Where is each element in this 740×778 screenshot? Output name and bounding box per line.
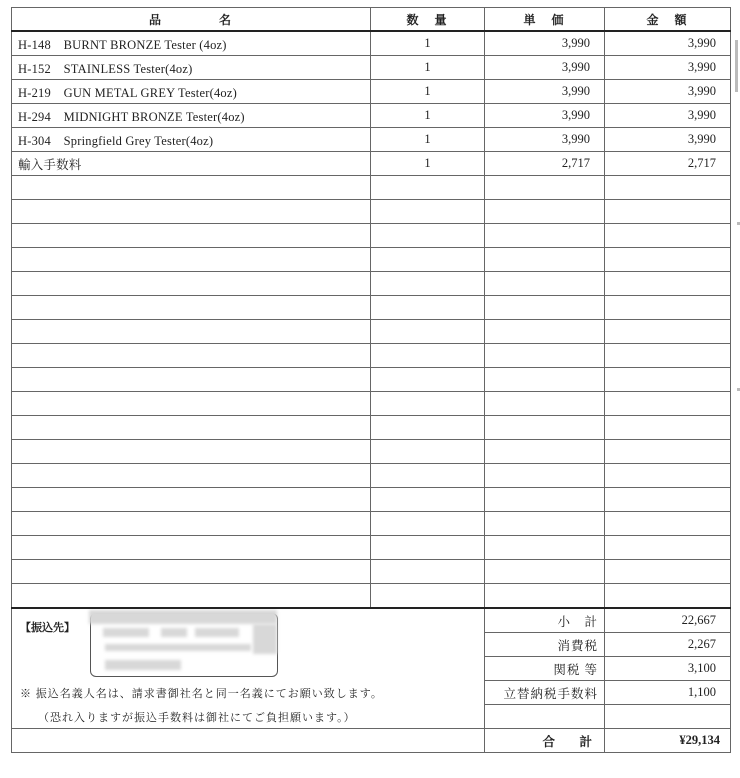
item-amount: 2,717 [605,152,731,176]
blank-cell [12,368,371,392]
header-amount: 金 額 [605,8,731,32]
blank-cell [12,392,371,416]
blank-cell [605,224,731,248]
blank-row [12,416,731,440]
blank-cell [605,536,731,560]
item-amount: 3,990 [605,80,731,104]
header-item: 品 名 [12,8,371,32]
header-unit-price: 単 価 [485,8,605,32]
blank-cell [12,560,371,584]
blank-row [12,512,731,536]
blank-row [12,584,731,609]
blank-cell [12,320,371,344]
blank-cell [371,560,485,584]
total-empty-cell [12,729,485,753]
item-qty: 1 [371,128,485,152]
item-name: H-152 STAINLESS Tester(4oz) [12,56,371,80]
blank-cell [12,464,371,488]
blank-cell [605,488,731,512]
blank-row [12,296,731,320]
transfer-note-1: ※ 振込名義人名は、請求書御社名と同一名義にてお願い致します。 [20,688,383,700]
blank-cell [605,320,731,344]
blank-row [12,536,731,560]
item-qty: 1 [371,31,485,56]
tax-label: 消費税 [485,633,605,657]
total-row [12,729,731,753]
item-name: H-148 BURNT BRONZE Tester (4oz) [12,31,371,56]
blank-row [12,344,731,368]
blank-cell [371,440,485,464]
item-name: H-294 MIDNIGHT BRONZE Tester(4oz) [12,104,371,128]
bank-info [12,608,485,729]
blank-row [12,440,731,464]
customs-value: 3,100 [605,657,731,681]
blank-cell [485,176,605,200]
blank-cell [371,200,485,224]
summary-empty-cell [605,705,731,729]
blank-cell [12,440,371,464]
blank-cell [485,512,605,536]
blank-cell [485,272,605,296]
blank-row [12,392,731,416]
blank-cell [371,248,485,272]
item-qty: 1 [371,80,485,104]
blank-cell [12,344,371,368]
blank-cell [12,272,371,296]
blank-cell [605,464,731,488]
blank-cell [605,200,731,224]
blank-cell [485,392,605,416]
total-label: 合 計 [485,729,605,753]
item-unit-price: 2,717 [485,152,605,176]
blank-row [12,272,731,296]
summary-row-subtotal [12,608,731,633]
blank-cell [485,344,605,368]
blank-row [12,560,731,584]
blank-cell [485,320,605,344]
blank-row [12,176,731,200]
blank-cell [371,272,485,296]
item-unit-price: 3,990 [485,128,605,152]
blank-cell [605,392,731,416]
line-item [12,31,731,56]
blank-cell [371,392,485,416]
blank-cell [371,488,485,512]
blank-cell [12,416,371,440]
line-item [12,128,731,152]
advance-fee-label: 立替納税手数料 [485,681,605,705]
blank-cell [485,200,605,224]
blank-cell [371,584,485,609]
blank-cell [371,176,485,200]
blank-cell [371,296,485,320]
item-unit-price: 3,990 [485,56,605,80]
total-value: ¥29,134 [605,729,731,753]
tax-value: 2,267 [605,633,731,657]
blank-cell [605,416,731,440]
bank-label: 【振込先】 [20,622,75,634]
item-amount: 3,990 [605,56,731,80]
item-qty: 1 [371,152,485,176]
blank-cell [605,584,731,609]
blank-cell [485,248,605,272]
blank-cell [605,272,731,296]
item-unit-price: 3,990 [485,104,605,128]
blank-cell [12,488,371,512]
blank-cell [485,416,605,440]
blank-cell [605,176,731,200]
blank-cell [12,224,371,248]
blank-cell [12,200,371,224]
blank-cell [12,584,371,609]
item-unit-price: 3,990 [485,31,605,56]
blank-row [12,248,731,272]
blank-row [12,320,731,344]
blank-cell [371,368,485,392]
blank-cell [605,440,731,464]
line-item [12,152,731,176]
line-item [12,80,731,104]
blank-cell [12,176,371,200]
blank-cell [485,488,605,512]
item-name: 輸入手数料 [12,152,371,176]
blank-cell [371,320,485,344]
item-name: H-219 GUN METAL GREY Tester(4oz) [12,80,371,104]
blank-cell [485,368,605,392]
blank-cell [371,344,485,368]
bank-account-redacted [90,613,278,677]
blank-cell [485,440,605,464]
invoice-table [11,7,731,753]
subtotal-value: 22,667 [605,608,731,633]
transfer-note-2: （恐れ入りますが振込手数料は御社にてご負担願います。） [38,712,356,724]
item-name: H-304 Springfield Grey Tester(4oz) [12,128,371,152]
summary-empty-cell [485,705,605,729]
header-qty: 数 量 [371,8,485,32]
item-amount: 3,990 [605,104,731,128]
blank-cell [485,296,605,320]
blank-cell [12,296,371,320]
blank-cell [371,464,485,488]
line-item [12,56,731,80]
blank-cell [485,584,605,609]
blank-cell [12,512,371,536]
subtotal-label: 小 計 [485,608,605,633]
blank-cell [485,560,605,584]
customs-label: 関税 等 [485,657,605,681]
blank-cell [605,560,731,584]
blank-row [12,200,731,224]
blank-cell [371,224,485,248]
blank-cell [12,536,371,560]
blank-cell [605,344,731,368]
item-unit-price: 3,990 [485,80,605,104]
blank-cell [605,296,731,320]
item-qty: 1 [371,56,485,80]
blank-cell [371,416,485,440]
blank-row [12,224,731,248]
blank-cell [605,368,731,392]
item-amount: 3,990 [605,128,731,152]
blank-row [12,368,731,392]
header-row [12,8,731,32]
blank-cell [485,536,605,560]
blank-cell [371,512,485,536]
advance-fee-value: 1,100 [605,681,731,705]
blank-cell [605,512,731,536]
blank-cell [485,464,605,488]
blank-cell [371,536,485,560]
blank-row [12,464,731,488]
blank-row [12,488,731,512]
line-item [12,104,731,128]
blank-cell [605,248,731,272]
scroll-edge [735,40,738,92]
item-amount: 3,990 [605,31,731,56]
blank-cell [485,224,605,248]
item-qty: 1 [371,104,485,128]
blank-cell [12,248,371,272]
